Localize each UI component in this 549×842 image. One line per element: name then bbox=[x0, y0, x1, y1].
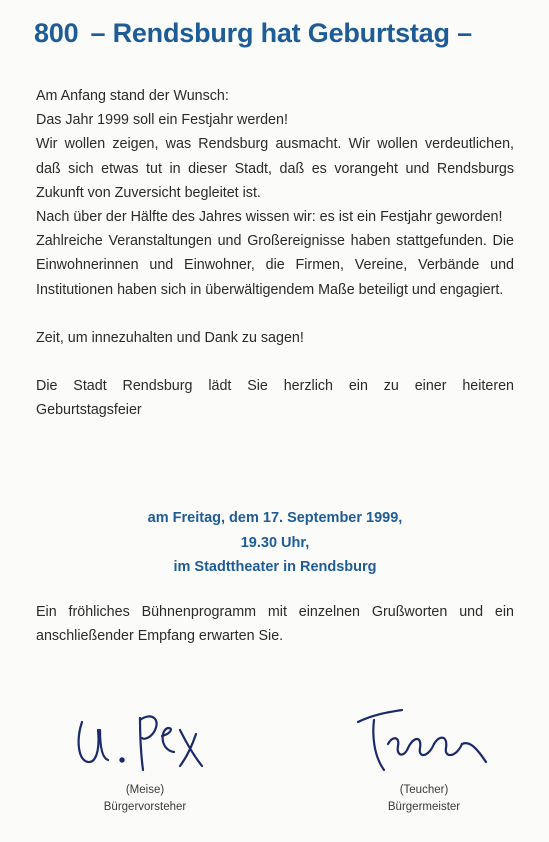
signatory-role: Bürgermeister bbox=[387, 801, 461, 813]
event-details bbox=[36, 506, 514, 580]
closing-paragraph: Ein fröhliches Bühnenprogramm mit einzelnen Grußworten und ein anschließender Empfang erwarten Sie. bbox=[36, 604, 514, 645]
title-text: – Rendsburg hat Geburtstag – bbox=[90, 18, 472, 48]
handwritten-signature-teucher bbox=[344, 700, 504, 780]
event-date: am Freitag, dem 17. September 1999, bbox=[147, 510, 403, 526]
signatory-role: Bürgervorsteher bbox=[103, 801, 187, 813]
body-line: Am Anfang stand der Wunsch: bbox=[36, 88, 229, 104]
signature-block-left bbox=[70, 700, 220, 816]
thanks-line: Zeit, um innezuhalten und Dank zu sagen! bbox=[36, 329, 304, 346]
handwritten-signature-meise bbox=[70, 700, 220, 780]
title-number: 800 bbox=[34, 18, 79, 48]
page-title bbox=[34, 18, 544, 49]
signature-block-right bbox=[344, 700, 504, 816]
signatory-name: (Teucher) bbox=[399, 784, 449, 796]
body-line: Nach über der Hälfte des Jahres wissen wir: es ist ein Festjahr geworden! bbox=[36, 209, 503, 226]
body-line: Das Jahr 1999 soll ein Festjahr werden! bbox=[36, 112, 288, 129]
event-place: im Stadttheater in Rendsburg bbox=[173, 559, 377, 575]
signatory-name: (Meise) bbox=[125, 784, 165, 796]
letter-body bbox=[36, 84, 514, 422]
event-time: 19.30 Uhr, bbox=[240, 534, 310, 551]
invitation-line: Die Stadt Rendsburg lädt Sie herzlich ein zu einer heiteren Geburtstagsfeier bbox=[36, 378, 514, 419]
body-line: Wir wollen zeigen, was Rendsburg ausmacht. Wir wollen verdeutlichen, daß sich etwas tut in dieser Stadt, daß es vorangeht und Rendsburgs Zukunft von Zuversicht begleitet ist. bbox=[36, 136, 514, 201]
body-line: Zahlreiche Veranstaltungen und Großereignisse haben stattgefunden. Die Einwohnerinnen und Einwohner, die Firmen, Vereine, Verbände und Institutionen haben sich in überwältigendem Maße beteiligt und engagiert. bbox=[36, 233, 514, 298]
